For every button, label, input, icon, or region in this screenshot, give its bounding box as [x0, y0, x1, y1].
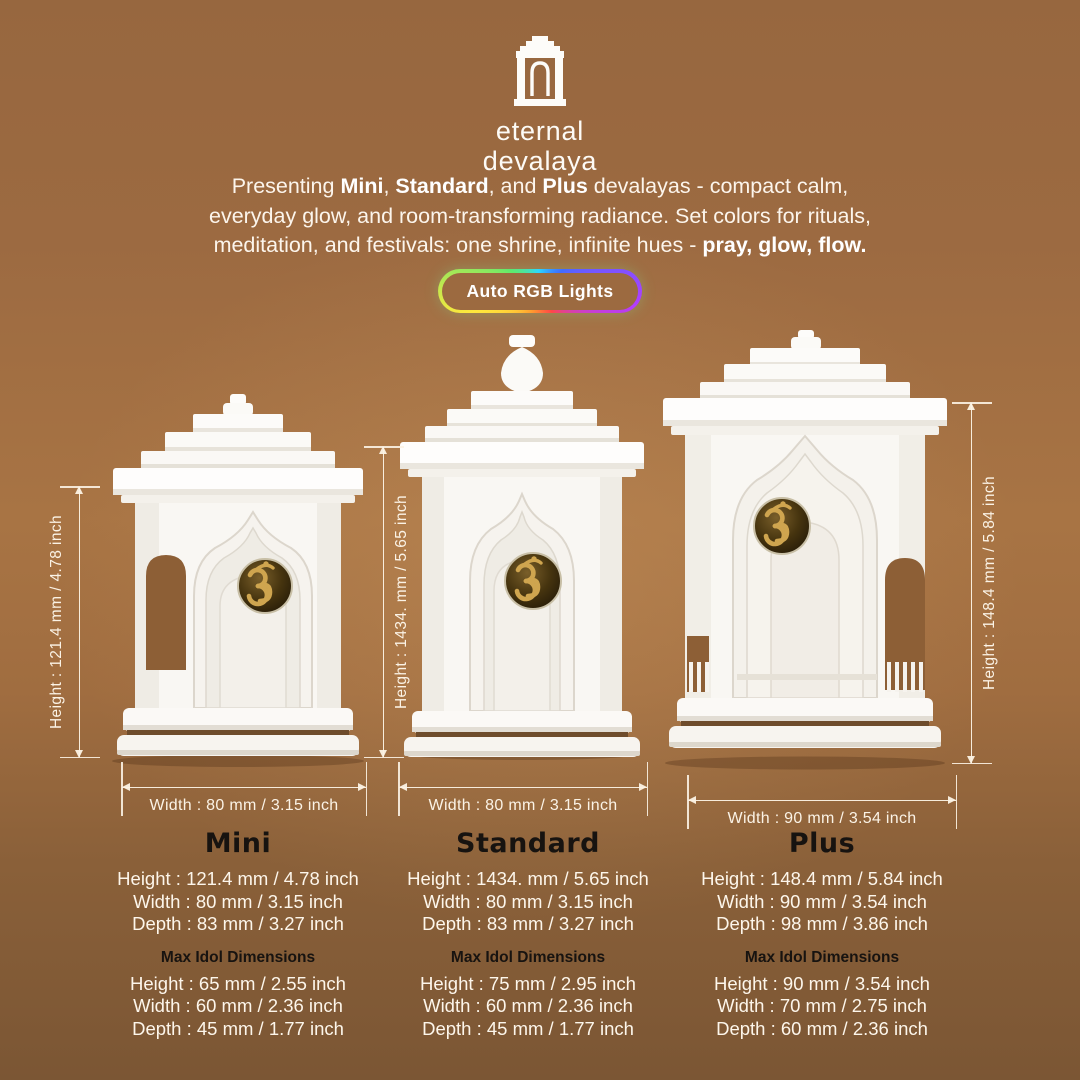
spec-depth: Depth : 83 mm / 3.27 inch [422, 913, 634, 934]
plus-width-dimension [688, 800, 956, 827]
max-idol-width: Width : 70 mm / 2.75 inch [717, 995, 927, 1016]
product-name-mini: Mini [204, 828, 272, 859]
spec-height: Height : 1434. mm / 5.65 inch [407, 868, 649, 889]
brand-line-2: devalaya [482, 146, 598, 176]
max-idol-depth: Depth : 45 mm / 1.77 inch [422, 1017, 634, 1039]
side-arch-opening [146, 555, 186, 670]
om-medallion [238, 559, 292, 613]
railing-slats [689, 662, 709, 692]
brand-name [0, 116, 1080, 176]
spec-width: Width : 80 mm / 3.15 inch [423, 890, 633, 912]
max-idol-title: Max Idol Dimensions [744, 948, 900, 966]
spec-depth: Depth : 83 mm / 3.27 inch [132, 913, 344, 934]
intro-seg: , and [488, 174, 543, 198]
max-idol-depth: Depth : 60 mm / 2.36 inch [716, 1017, 928, 1039]
standard-height-label: Height : 1434. mm / 5.65 inch [393, 494, 410, 710]
standard-height-dimension [383, 447, 410, 757]
spec-width: Width : 90 mm / 3.54 inch [717, 890, 927, 912]
max-idol-height: Height : 65 mm / 2.55 inch [130, 972, 346, 994]
intro-text [135, 172, 945, 261]
max-idol-depth: Depth : 45 mm / 1.77 inch [132, 1017, 344, 1039]
standard-width-dimension [399, 787, 647, 814]
standard-width-label: Width : 80 mm / 3.15 inch [428, 797, 618, 814]
spec-depth: Depth : 98 mm / 3.86 inch [716, 913, 928, 934]
dome-finial [501, 347, 543, 393]
auto-rgb-lights-badge[interactable] [438, 269, 642, 313]
om-medallion [754, 498, 810, 554]
brand-line-1: eternal [495, 116, 585, 146]
mini-shrine-image [100, 390, 375, 768]
intro-seg: , [383, 174, 396, 198]
spec-width: Width : 80 mm / 3.15 inch [133, 890, 343, 912]
intro-seg: Presenting [231, 174, 341, 198]
spec-height: Height : 121.4 mm / 4.78 inch [117, 868, 359, 889]
intro-bold-standard: Standard [395, 174, 489, 198]
max-idol-height: Height : 75 mm / 2.95 inch [420, 972, 636, 994]
mini-height-label: Height : 121.4 mm / 4.78 inch [48, 514, 65, 730]
mini-height-dimension [48, 487, 80, 757]
mini-spec-column [78, 828, 398, 1040]
auto-rgb-lights-label: Auto RGB Lights [442, 273, 639, 310]
max-idol-title: Max Idol Dimensions [450, 948, 606, 966]
om-medallion [505, 553, 561, 609]
plus-height-dimension [971, 403, 998, 763]
standard-shrine-image [392, 333, 652, 761]
intro-bold-tagline: pray, glow, flow. [702, 233, 867, 257]
max-idol-height: Height : 90 mm / 3.54 inch [714, 972, 930, 994]
mini-width-label: Width : 80 mm / 3.15 inch [149, 797, 339, 814]
intro-bold-plus: Plus [542, 174, 588, 198]
plus-width-label: Width : 90 mm / 3.54 inch [727, 810, 917, 827]
temple-logo-icon [508, 36, 572, 112]
max-idol-width: Width : 60 mm / 2.36 inch [133, 995, 343, 1016]
max-idol-title: Max Idol Dimensions [160, 948, 316, 966]
plus-spec-column [662, 828, 982, 1040]
plus-height-label: Height : 148.4 mm / 5.84 inch [981, 475, 998, 691]
max-idol-width: Width : 60 mm / 2.36 inch [423, 995, 633, 1016]
plus-shrine-image [653, 330, 958, 770]
intro-bold-mini: Mini [340, 174, 384, 198]
product-name-standard: Standard [456, 828, 600, 859]
spec-height: Height : 148.4 mm / 5.84 inch [701, 868, 943, 889]
product-name-plus: Plus [788, 828, 856, 859]
mini-width-dimension [122, 787, 366, 814]
standard-spec-column [368, 828, 688, 1040]
intro-seg: devalayas - compact calm, [587, 174, 849, 198]
intro-seg: everyday glow, and room-transforming radiance. Set colors for rituals, [208, 203, 872, 228]
intro-seg: meditation, and festivals: one shrine, infinite hues - [213, 233, 703, 257]
